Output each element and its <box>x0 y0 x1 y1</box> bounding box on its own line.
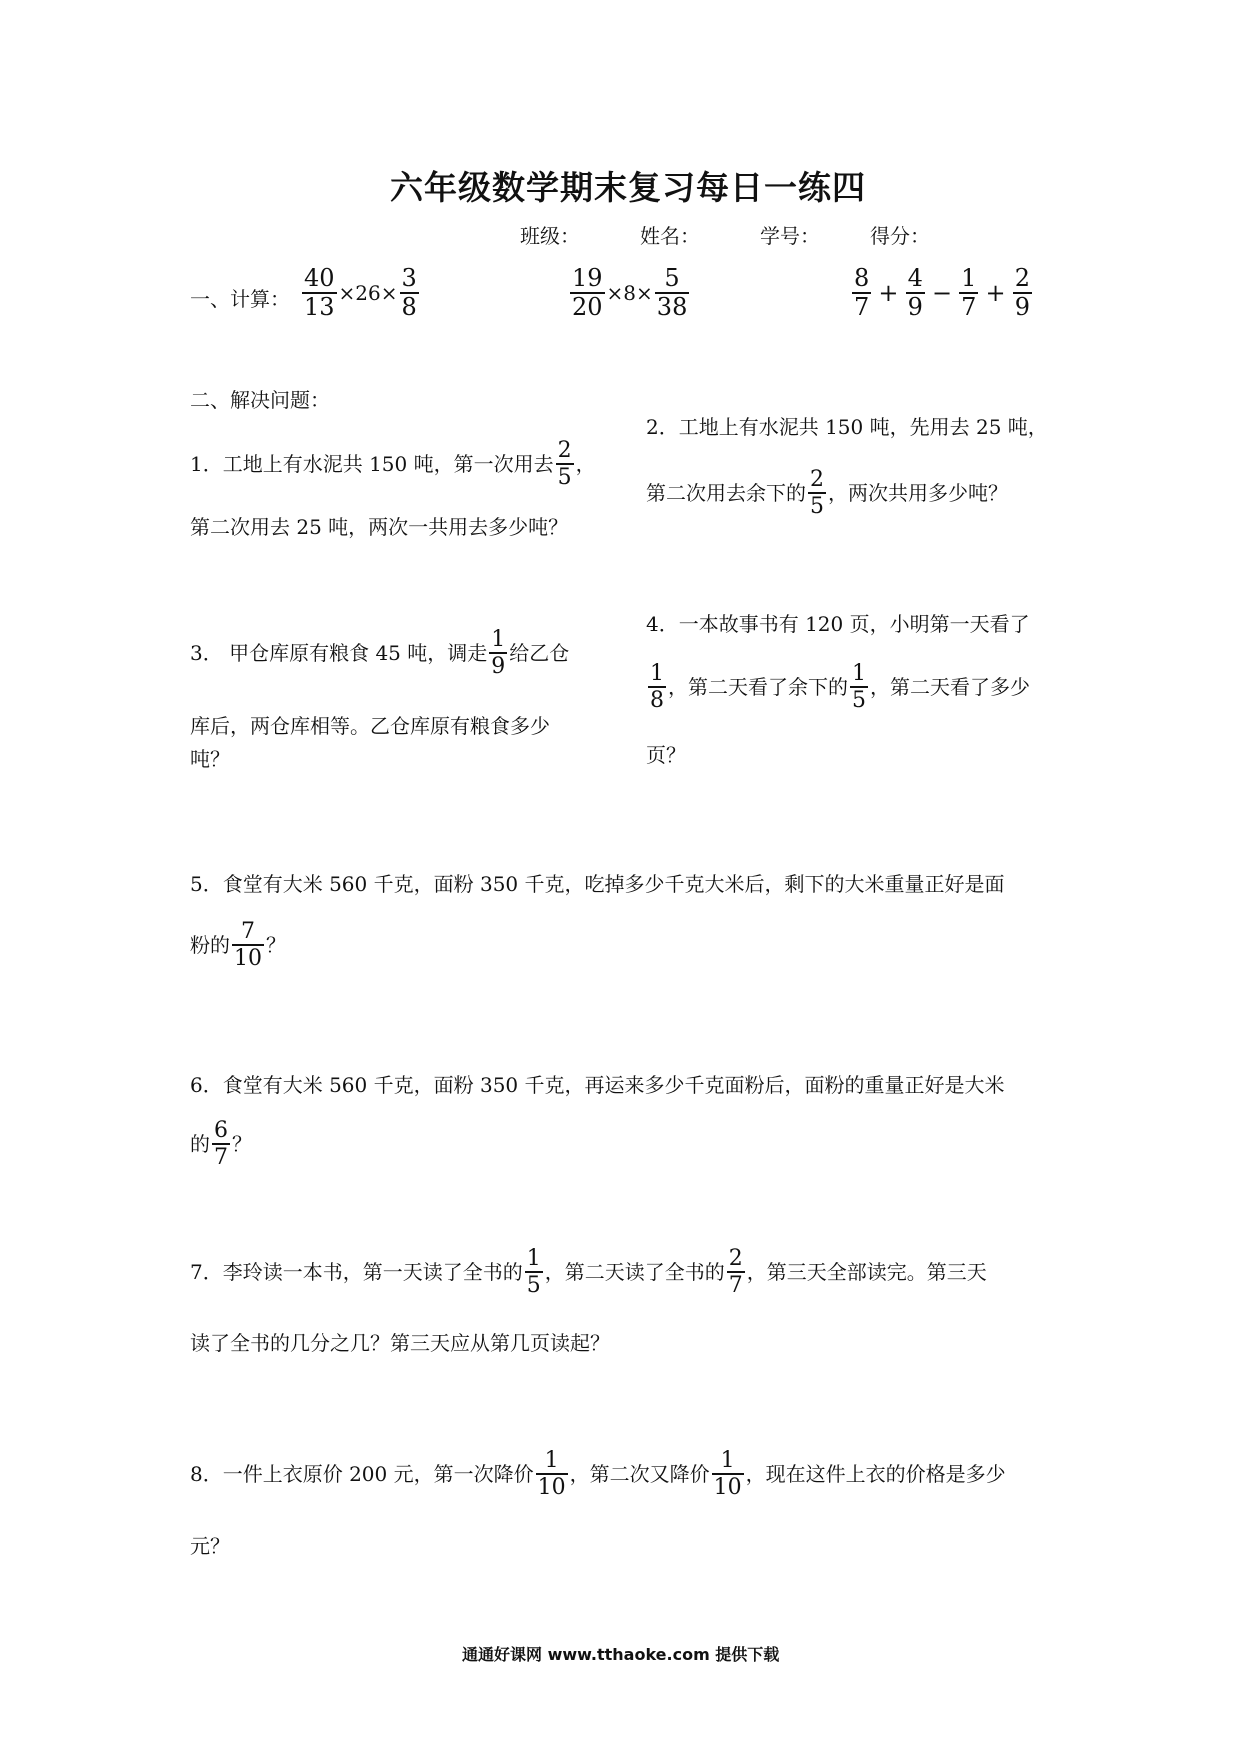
fraction: $\frac{7}{10}$ <box>234 919 262 972</box>
question-7-line-1: 7．李玲读一本书，第一天读了全书的 $\frac{1}{5}$ ，第二天读了全书的 $\frac{2}{7}$ ，第三天全部读完。第三天 <box>190 1246 987 1299</box>
fraction: $\frac{1}{9}$ <box>491 627 506 680</box>
fraction: $\frac{6}{7}$ <box>214 1118 228 1171</box>
fraction: $\frac{3}{8}$ <box>401 264 417 322</box>
calc-expression-1: $\frac{40}{13}$ ×26× $\frac{3}{8}$ <box>304 264 417 322</box>
fraction: $\frac{40}{13}$ <box>304 264 335 322</box>
calc-expression-3: $\frac{8}{7}$ + $\frac{4}{9}$ − $\frac{1}{7}$ + $\frac{2}{9}$ <box>854 264 1031 322</box>
fraction: $\frac{2}{5}$ <box>810 467 824 520</box>
fraction: $\frac{2}{9}$ <box>1014 264 1031 322</box>
question-3-line-1: 3． 甲仓库原有粮食 45 吨，调走 $\frac{1}{9}$ 给乙仓 <box>190 627 570 680</box>
question-1-line-2: 第二次用去 25 吨，两次一共用去多少吨？ <box>190 515 569 539</box>
fraction: $\frac{2}{7}$ <box>728 1246 743 1299</box>
question-3-line-3: 吨？ <box>190 747 230 771</box>
question-1-line-1: 1．工地上有水泥共 150 吨，第一次用去 $\frac{2}{5}$ ， <box>190 438 596 491</box>
question-4-line-1: 4．一本故事书有 120 页，小明第一天看了 <box>646 612 1030 636</box>
name-label: 姓名： <box>640 224 700 248</box>
fraction: $\frac{8}{7}$ <box>854 264 870 322</box>
number-label: 学号： <box>760 224 820 248</box>
question-7-line-2: 读了全书的几分之几？第三天应从第几页读起？ <box>190 1331 610 1355</box>
section2-label: 二、解决问题： <box>190 388 330 412</box>
fraction: $\frac{1}{7}$ <box>961 264 977 322</box>
fraction: $\frac{19}{20}$ <box>572 264 603 322</box>
question-5-line-1: 5．食堂有大米 560 千克，面粉 350 千克，吃掉多少千克大米后，剩下的大米重量正好是面 <box>190 872 1005 896</box>
fraction: $\frac{5}{38}$ <box>656 264 688 322</box>
question-2-line-2: 第二次用去余下的 $\frac{2}{5}$ ，两次共用多少吨？ <box>646 467 1008 520</box>
section1-label: 一、计算： <box>190 287 290 311</box>
question-4-line-3: 页？ <box>646 743 686 767</box>
question-2-line-1: 2．工地上有水泥共 150 吨，先用去 25 吨， <box>646 415 1048 439</box>
footer-note: 通通好课网 www.tthaoke.com 提供下载 <box>462 1645 780 1664</box>
fraction: $\frac{1}{5}$ <box>852 661 866 714</box>
question-4-line-2: $\frac{1}{8}$ ，第二天看了余下的 $\frac{1}{5}$ ，第二天看了多少 <box>650 661 1030 714</box>
question-6-line-2: 的 $\frac{6}{7}$ ？ <box>190 1118 252 1171</box>
question-5-line-2: 粉的 $\frac{7}{10}$ ？ <box>190 919 286 972</box>
question-3-line-2: 库后，两仓库相等。乙仓库原有粮食多少 <box>190 714 550 738</box>
question-8-line-1: 8．一件上衣原价 200 元，第一次降价 $\frac{1}{10}$ ，第二次又降价 $\frac{1}{10}$ ，现在这件上衣的价格是多少 <box>190 1448 1006 1501</box>
page-title: 六年级数学期末复习每日一练四 <box>390 168 866 207</box>
calc-expression-2: $\frac{19}{20}$ ×8× $\frac{5}{38}$ <box>572 264 688 322</box>
question-8-line-2: 元？ <box>190 1534 230 1558</box>
fraction: $\frac{1}{10}$ <box>713 1448 742 1501</box>
fraction: $\frac{1}{10}$ <box>537 1448 566 1501</box>
fraction: $\frac{4}{9}$ <box>907 264 923 322</box>
question-6-line-1: 6．食堂有大米 560 千克，面粉 350 千克，再运来多少千克面粉后，面粉的重量正好是大米 <box>190 1073 1005 1097</box>
fraction: $\frac{1}{8}$ <box>650 661 664 714</box>
score-label: 得分： <box>870 224 930 248</box>
fraction: $\frac{2}{5}$ <box>557 438 572 491</box>
fraction: $\frac{1}{5}$ <box>526 1246 541 1299</box>
class-label: 班级： <box>520 224 580 248</box>
